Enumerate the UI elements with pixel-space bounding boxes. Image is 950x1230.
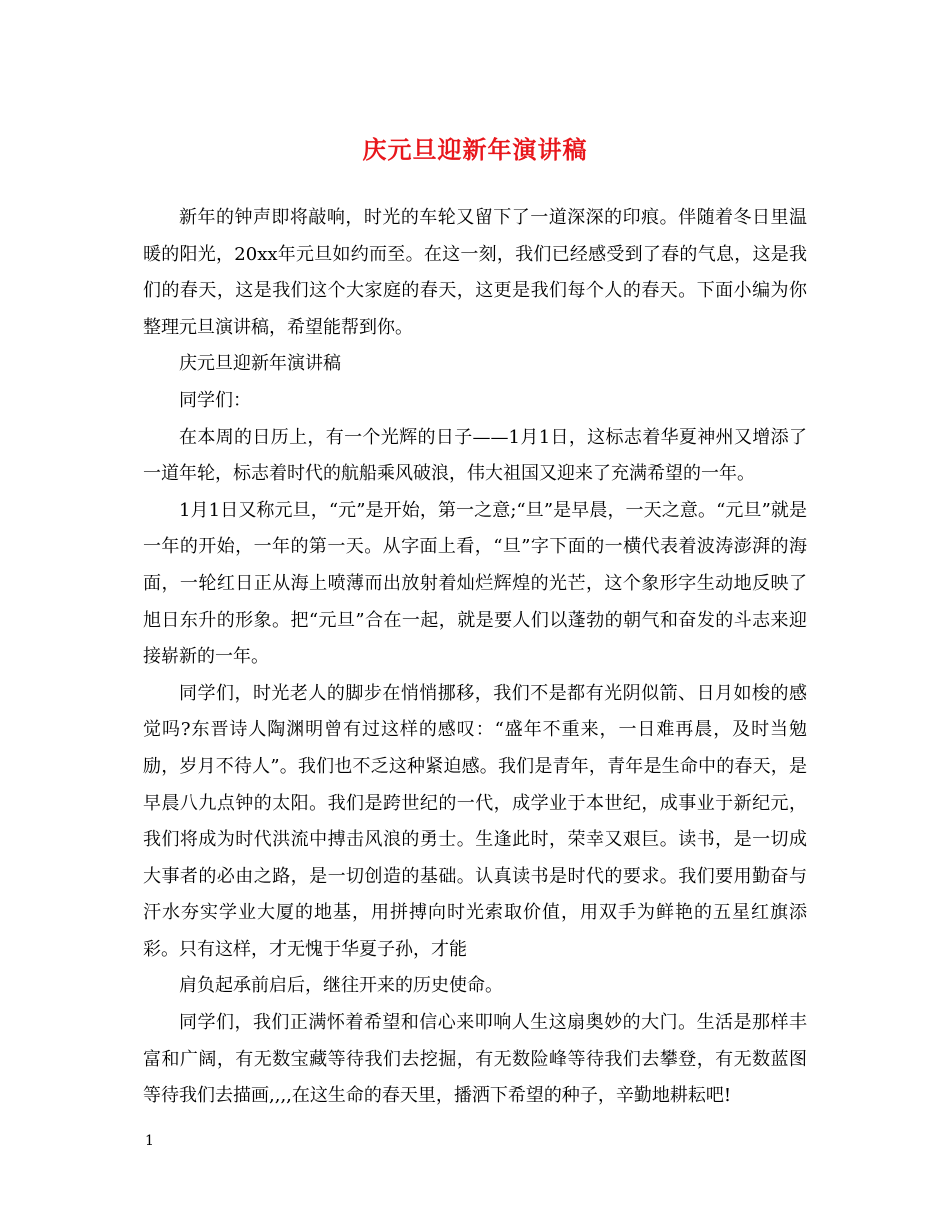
paragraph-body: 同学们，时光老人的脚步在悄悄挪移，我们不是都有光阴似箭、日月如梭的感觉吗?东晋诗人陶渊明曾有过这样的感叹：“盛年不重来，一日难再晨，及时当勉励，岁月不待人”。我们也不乏这种紧迫感。我们是青年，青年是生命中的春天，是早晨八九点钟的太阳。我们是跨世纪的一代，成学业于本世纪，成事业于新纪元，我们将成为时代洪流中搏击风浪的勇士。生逢此时，荣幸又艰巨。读书，是一切成大事者的必由之路，是一切创造的基础。认真读书是时代的要求。我们要用勤奋与汗水夯实学业大厦的地基，用拼搏向时光索取价值，用双手为鲜艳的五星红旗添彩。只有这样，才无愧于华夏子孙，才能 <box>143 682 807 960</box>
paragraph-body: 同学们，我们正满怀着希望和信心来叩响人生这扇奥妙的大门。生活是那样丰富和广阔，有无数宝藏等待我们去挖掘，有无数险峰等待我们去攀登，有无数蓝图等待我们去描画,,,,在这生命的春天里，播洒下希望的种子，辛勤地耕耘吧! <box>143 1012 807 1107</box>
paragraph-body: 肩负起承前启后，继往开来的历史使命。 <box>179 975 503 997</box>
paragraph-body: 1月1日又称元旦，“元”是开始，第一之意;“旦”是早晨，一天之意。“元旦”就是一年的开始，一年的第一天。从字面上看，“旦”字下面的一横代表着波涛澎湃的海面，一轮红日正从海上喷薄而出放射着灿烂辉煌的光芒，这个象形字生动地反映了旭日东升的形象。把“元旦”合在一起，就是要人们以蓬勃的朝气和奋发的斗志来迎接崭新的一年。 <box>143 499 807 668</box>
paragraph-intro: 新年的钟声即将敲响，时光的车轮又留下了一道深深的印痕。伴随着冬日里温暖的阳光，20xx年元旦如约而至。在这一刻，我们已经感受到了春的气息，这是我们的春天，这是我们这个大家庭的春天，这更是我们每个人的春天。下面小编为你整理元旦演讲稿，希望能帮到你。 <box>143 207 807 338</box>
page-number: 1 <box>145 1133 154 1149</box>
document-title: 庆元旦迎新年演讲稿 <box>362 135 588 164</box>
paragraph-body: 在本周的日历上，有一个光辉的日子——1月1日，这标志着华夏神州又增添了一道年轮，标志着时代的航船乘风破浪，伟大祖国又迎来了充满希望的一年。 <box>143 426 807 485</box>
paragraph-salutation: 同学们： <box>179 389 251 411</box>
document-body <box>143 200 807 1115</box>
paragraph-subtitle: 庆元旦迎新年演讲稿 <box>179 353 341 375</box>
